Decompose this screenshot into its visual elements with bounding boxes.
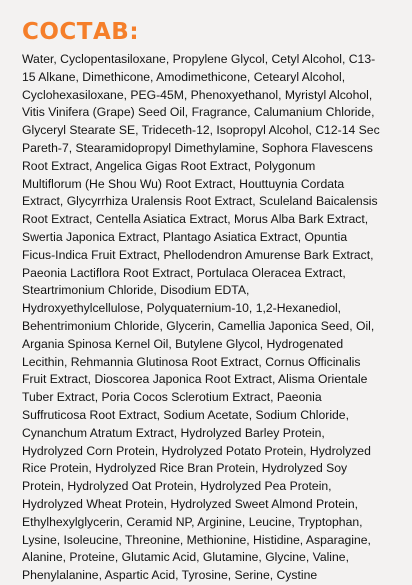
ingredients-line: Cyclohexasiloxane, PEG-45M, Phenoxyethanol, Myristyl Alcohol, bbox=[22, 87, 373, 102]
ingredients-line: Paeonia Lactiflora Root Extract, Portulaca Oleracea Extract, bbox=[22, 265, 346, 280]
ingredients-line: Lecithin, Rehmannia Glutinosa Root Extract, Cornus Officinalis bbox=[22, 354, 361, 369]
ingredients-line: Hydroxyethylcellulose, Polyquaternium-10, 1,2-Hexanediol, bbox=[22, 301, 342, 316]
ingredients-line: Tuber Extract, Poria Cocos Sclerotium Extract, Paeonia bbox=[22, 390, 322, 405]
ingredients-line: Steartrimonium Chloride, Disodium EDTA, bbox=[22, 283, 250, 298]
ingredients-line: Multiflorum (He Shou Wu) Root Extract, Houttuynia Cordata bbox=[22, 176, 345, 191]
ingredients-line: Root Extract, Angelica Gigas Root Extract, Polygonum bbox=[22, 158, 316, 173]
ingredients-line: Water, Cyclopentasiloxane, Propylene Glycol, Cetyl Alcohol, C13- bbox=[22, 52, 376, 66]
ingredients-line: Glyceryl Stearate SE, Trideceth-12, Isopropyl Alcohol, C12-14 Sec bbox=[22, 123, 380, 138]
ingredients-line: Alanine, Proteine, Glutamic Acid, Glutamine, Glycine, Valine, bbox=[22, 550, 349, 565]
ingredients-line: Behentrimonium Chloride, Glycerin, Camellia Japonica Seed, Oil, bbox=[22, 318, 375, 333]
ingredients-line: 15 Alkane, Dimethicone, Amodimethicone, Cetearyl Alcohol, bbox=[22, 69, 346, 84]
ingredients-line: Cynanchum Atratum Extract, Hydrolyzed Barley Protein, bbox=[22, 425, 325, 440]
ingredients-line: Lysine, Isoleucine, Threonine, Methionine, Histidine, Asparagine, bbox=[22, 532, 371, 547]
ingredients-line: Rice Protein, Hydrolyzed Rice Bran Protein, Hydrolyzed Soy bbox=[22, 461, 348, 476]
ingredients-line: Suffruticosa Root Extract, Sodium Acetate, Sodium Chloride, bbox=[22, 407, 349, 422]
ingredients-line: Vitis Vinifera (Grape) Seed Oil, Fragrance, Calumanium Chloride, bbox=[22, 105, 375, 120]
ingredients-line: Phenylalanine, Aspartic Acid, Tyrosine, Serine, Cystine bbox=[22, 568, 318, 583]
ingredients-line: Fruit Extract, Dioscorea Japonica Root Extract, Alisma Orientale bbox=[22, 372, 368, 387]
ingredients-heading: СОСТАВ: bbox=[22, 19, 140, 45]
ingredients-list bbox=[22, 51, 398, 585]
ingredients-line: Ficus-Indica Fruit Extract, Phellodendron Amurense Bark Extract, bbox=[22, 247, 374, 262]
ingredients-line: Hydrolyzed Wheat Protein, Hydrolyzed Sweet Almond Protein, bbox=[22, 496, 358, 511]
ingredients-line: Argania Spinosa Kernel Oil, Butylene Glycol, Hydrogenated bbox=[22, 336, 344, 351]
ingredients-line: Hydrolyzed Corn Protein, Hydrolyzed Potato Protein, Hydrolyzed bbox=[22, 443, 371, 458]
ingredients-line: Ethylhexylglycerin, Ceramid NP, Arginine, Leucine, Tryptophan, bbox=[22, 514, 363, 529]
ingredients-line: Root Extract, Centella Asiatica Extract, Morus Alba Bark Extract, bbox=[22, 212, 369, 227]
ingredients-line: Pareth-7, Stearamidopropyl Dimethylamine, Sophora Flavescens bbox=[22, 140, 373, 155]
ingredients-line: Swertia Japonica Extract, Plantago Asiatica Extract, Opuntia bbox=[22, 229, 348, 244]
ingredients-line: Protein, Hydrolyzed Oat Protein, Hydrolyzed Pea Protein, bbox=[22, 479, 332, 494]
ingredients-line: Extract, Glycyrrhiza Uralensis Root Extract, Sculeland Baicalensis bbox=[22, 194, 378, 209]
